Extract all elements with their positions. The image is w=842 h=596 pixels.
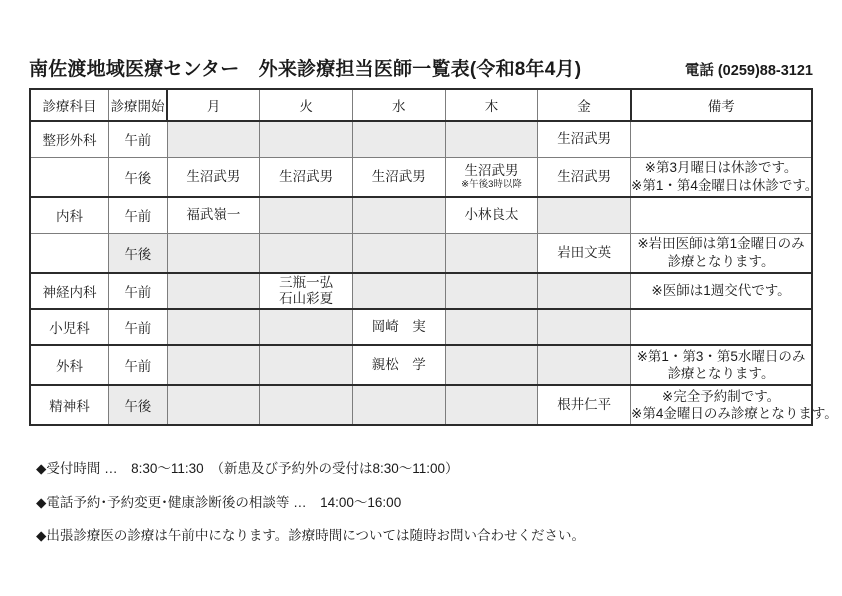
cell-remarks	[631, 345, 812, 385]
cell-monday	[167, 385, 260, 425]
document-header	[29, 55, 813, 81]
cell-session: 午前	[109, 273, 167, 309]
doctor-name: 親松 学	[371, 357, 426, 373]
cell-department: 神経内科	[30, 273, 109, 309]
cell-session: 午後	[109, 157, 167, 197]
cell-wednesday	[352, 385, 445, 425]
cell-wednesday	[352, 273, 445, 309]
table-row	[30, 345, 812, 385]
doctor-name: 三瓶一弘	[279, 275, 334, 291]
cell-department: 内科	[30, 197, 109, 233]
cell-monday	[167, 345, 260, 385]
table-row	[30, 197, 812, 233]
cell-friday	[538, 273, 631, 309]
cell-thursday	[445, 345, 538, 385]
cell-monday	[167, 273, 260, 309]
cell-thursday	[445, 233, 538, 273]
cell-friday	[538, 385, 631, 425]
table-body	[30, 121, 838, 425]
cell-session: 午前	[109, 197, 167, 233]
cell-wednesday	[352, 157, 445, 197]
cell-monday	[167, 309, 260, 345]
cell-remarks	[631, 385, 838, 425]
table-row	[30, 233, 812, 273]
doctor-name: 生沼武男	[371, 168, 426, 184]
cell-session: 午後	[109, 385, 167, 425]
cell-tuesday	[260, 233, 353, 273]
cell-tuesday	[260, 157, 353, 197]
column-header-thursday: 木	[445, 89, 538, 121]
table-row	[30, 309, 812, 345]
remark-line: ※岩田医師は第1金曜日のみ	[637, 236, 805, 252]
cell-friday	[538, 121, 631, 157]
outpatient-schedule-table	[29, 88, 838, 426]
doctor-name: 岩田文英	[557, 244, 612, 260]
table-row	[30, 385, 812, 425]
column-header-tuesday: 火	[260, 89, 353, 121]
doctor-name: 福武嶺一	[186, 207, 241, 223]
cell-department: 外科	[30, 345, 109, 385]
cell-remarks	[631, 309, 812, 345]
cell-friday	[538, 197, 631, 233]
cell-thursday	[445, 309, 538, 345]
cell-wednesday	[352, 121, 445, 157]
cell-department	[30, 233, 109, 273]
remark-line: ※完全予約制です。	[661, 388, 781, 404]
doctor-name: 生沼武男	[557, 168, 612, 184]
cell-department: 小児科	[30, 309, 109, 345]
cell-department: 整形外科	[30, 121, 109, 157]
cell-wednesday	[352, 233, 445, 273]
table-header-row	[30, 89, 812, 121]
cell-monday	[167, 197, 260, 233]
cell-tuesday	[260, 273, 353, 309]
cell-monday	[167, 233, 260, 273]
doctor-name: 生沼武男	[279, 168, 334, 184]
table-row	[30, 157, 812, 197]
cell-thursday	[445, 121, 538, 157]
column-header-department: 診療科目	[30, 89, 109, 121]
column-header-friday: 金	[538, 89, 631, 121]
doctor-name: 岡崎 実	[371, 319, 426, 335]
remark-line: 診療となります。	[667, 366, 775, 381]
cell-tuesday	[260, 309, 353, 345]
column-header-remarks: 備考	[631, 89, 812, 121]
remark-line: ※第3月曜日は休診です。	[644, 160, 798, 176]
cell-tuesday	[260, 197, 353, 233]
cell-tuesday	[260, 385, 353, 425]
cell-monday	[167, 157, 260, 197]
page-title: 南佐渡地域医療センター 外来診療担当医師一覧表(令和8年4月)	[29, 59, 582, 81]
cell-remarks	[631, 197, 812, 233]
cell-remarks	[631, 273, 812, 309]
table-header	[30, 89, 812, 121]
cell-friday	[538, 345, 631, 385]
cell-subnote: ※午後3時以降	[461, 178, 522, 190]
footnote-line: ◆電話予約･予約変更･健康診断後の相談等 … 14:00～16:00	[36, 494, 402, 510]
doctor-name: 小林良太	[464, 207, 519, 223]
table-row	[30, 121, 812, 157]
doctor-name: 生沼武男	[186, 168, 241, 184]
doctor-name: 生沼武男	[464, 163, 519, 179]
cell-wednesday	[352, 197, 445, 233]
remark-line: ※第1・第4金曜日は休診です。	[631, 177, 819, 193]
cell-thursday	[445, 197, 538, 233]
column-header-session: 診療開始	[109, 89, 167, 121]
doctor-name: 根井仁平	[557, 397, 612, 413]
doctor-name-secondary: 石山彩夏	[279, 291, 334, 306]
cell-friday	[538, 233, 631, 273]
remark-line: ※第4金曜日のみ診療となります。	[631, 406, 838, 421]
cell-thursday	[445, 385, 538, 425]
cell-monday	[167, 121, 260, 157]
table-row	[30, 273, 812, 309]
doctor-name: 生沼武男	[557, 131, 612, 147]
cell-remarks	[631, 233, 812, 273]
remark-line: ※第1・第3・第5水曜日のみ	[636, 348, 806, 364]
cell-friday	[538, 309, 631, 345]
cell-department	[30, 157, 109, 197]
cell-wednesday	[352, 309, 445, 345]
cell-thursday	[445, 157, 538, 197]
cell-department: 精神科	[30, 385, 109, 425]
cell-thursday	[445, 273, 538, 309]
footnote-line: ◆受付時間 … 8:30～11:30 （新患及び予約外の受付は8:30～11:00）	[36, 461, 459, 476]
cell-remarks	[631, 157, 819, 197]
remark-line: 診療となります。	[667, 253, 775, 269]
cell-tuesday	[260, 121, 353, 157]
cell-tuesday	[260, 345, 353, 385]
column-header-monday: 月	[167, 89, 260, 121]
cell-wednesday	[352, 345, 445, 385]
schedule-table-container	[29, 88, 838, 426]
phone-number: 電話 (0259)88-3121	[684, 63, 813, 80]
cell-session: 午前	[109, 121, 167, 157]
cell-session: 午前	[109, 309, 167, 345]
cell-session: 午後	[109, 233, 167, 273]
cell-friday	[538, 157, 631, 197]
footnotes-section	[36, 462, 826, 543]
remark-line: ※医師は1週交代です。	[651, 283, 791, 299]
footnote-line: ◆出張診療医の診療は午前中になります。診療時間については随時お問い合わせください。	[36, 528, 586, 543]
cell-remarks	[631, 121, 812, 157]
column-header-wednesday: 水	[352, 89, 445, 121]
cell-session: 午前	[109, 345, 167, 385]
